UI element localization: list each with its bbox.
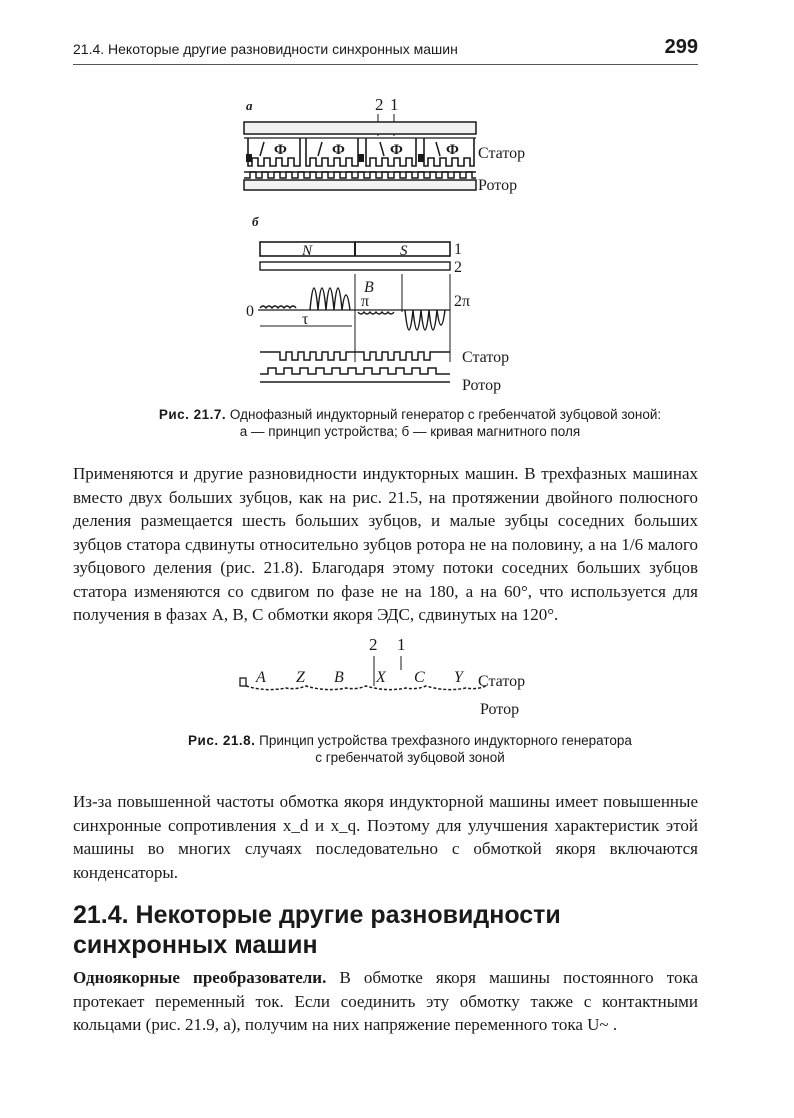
fig8-stator-label: Статор <box>478 673 526 690</box>
two-pi-label: 2π <box>454 293 471 310</box>
running-header <box>73 38 698 65</box>
paragraph-1: Применяются и другие разновидности индукторных машин. В трехфазных машинах вместо двух больших зубцов, как на рис. 21.5, на протяжении двойного полюсного деления размещается шесть больших зубцов, и малые зубцы соседних больших зубцов статора сдвинуты относительно зубцов ротора не на половину, а на 1/6 малого зубцового деления (рис. 21.8). Благодаря этому потоки соседних больших зубцов статора изменяются со сдвигом по фазе не на 180, а на 60°, что используется для получения в фазах A, B, C обмотки якоря ЭДС, сдвинутых на 120°. <box>73 464 698 624</box>
section-heading: 21.4. Некоторые другие разновидности синхронных машин <box>73 901 561 959</box>
figure-21-8 <box>236 630 546 722</box>
pi-label: π <box>361 293 370 310</box>
phase-y: Y <box>454 669 463 686</box>
figure-21-7b <box>240 212 540 398</box>
running-title: 21.4. Некоторые другие разновидности синхронных машин <box>73 41 458 57</box>
b-stator-label: Статор <box>462 349 510 366</box>
page-number: 299 <box>664 36 698 58</box>
phi-3: Ф <box>390 142 403 158</box>
caption-21-7-number: Рис. 21.7. <box>158 407 227 422</box>
phi-1: Ф <box>274 142 287 158</box>
caption-21-7 <box>80 406 740 440</box>
caption-21-8-line2: с гребенчатой зубцовой зоной <box>315 750 505 765</box>
caption-21-8-line1: Принцип устройства трехфазного индукторного генератора <box>259 733 632 748</box>
phase-a: A <box>256 669 266 686</box>
caption-21-7-line1: Однофазный индукторный генератор с гребенчатой зубцовой зоной: <box>229 407 662 422</box>
phi-4: Ф <box>446 142 459 158</box>
b-label-2: 2 <box>454 259 462 276</box>
caption-21-8 <box>80 732 740 766</box>
phase-b: B <box>334 669 344 686</box>
fig8-rotor-label: Ротор <box>480 701 520 718</box>
paragraph-2: Из-за повышенной частоты обмотка якоря индукторной машины имеет повышенные синхронные сопротивления x_d и x_q. Поэтому для улучшения характеристик этой машины во многих случаях последовательно с обмоткой якоря включаются конденсаторы. <box>73 792 698 882</box>
tau-label: τ <box>302 311 309 328</box>
curve-b-label: B <box>364 279 374 296</box>
phase-x: X <box>376 669 386 686</box>
a-stator-label: Статор <box>478 145 526 162</box>
phase-z: Z <box>296 669 305 686</box>
caption-21-7-line2: а — принцип устройства; б — кривая магнитного поля <box>239 424 581 439</box>
fig8-label-2: 2 <box>369 635 378 654</box>
paragraph-3-body: В обмотке якоря машины постоянного тока протекает переменный ток. Если соединить эту обмотку также с контактными кольцами (рис. 21.9, а), получим на них напряжение переменного тока U~ . <box>73 968 698 1034</box>
a-rotor-label: Ротор <box>478 177 518 194</box>
paragraph-3-lead: Одноякорные преобразователи. <box>73 968 327 987</box>
panel-b-label: б <box>252 214 259 229</box>
caption-21-8-number: Рис. 21.8. <box>188 733 256 748</box>
fig8-label-1: 1 <box>397 635 406 654</box>
figure-21-7a <box>238 96 538 200</box>
panel-a-label: а <box>246 98 253 113</box>
b-label-1: 1 <box>454 241 462 258</box>
a-label-2: 2 <box>375 96 384 114</box>
pole-s-label: S <box>400 243 408 259</box>
phi-2: Ф <box>332 142 345 158</box>
pole-n-label: N <box>302 243 313 259</box>
paragraph-3 <box>73 966 698 1037</box>
zero-label: 0 <box>246 303 254 320</box>
phase-c: C <box>414 669 425 686</box>
b-rotor-label: Ротор <box>462 377 502 394</box>
a-label-1: 1 <box>390 96 399 114</box>
